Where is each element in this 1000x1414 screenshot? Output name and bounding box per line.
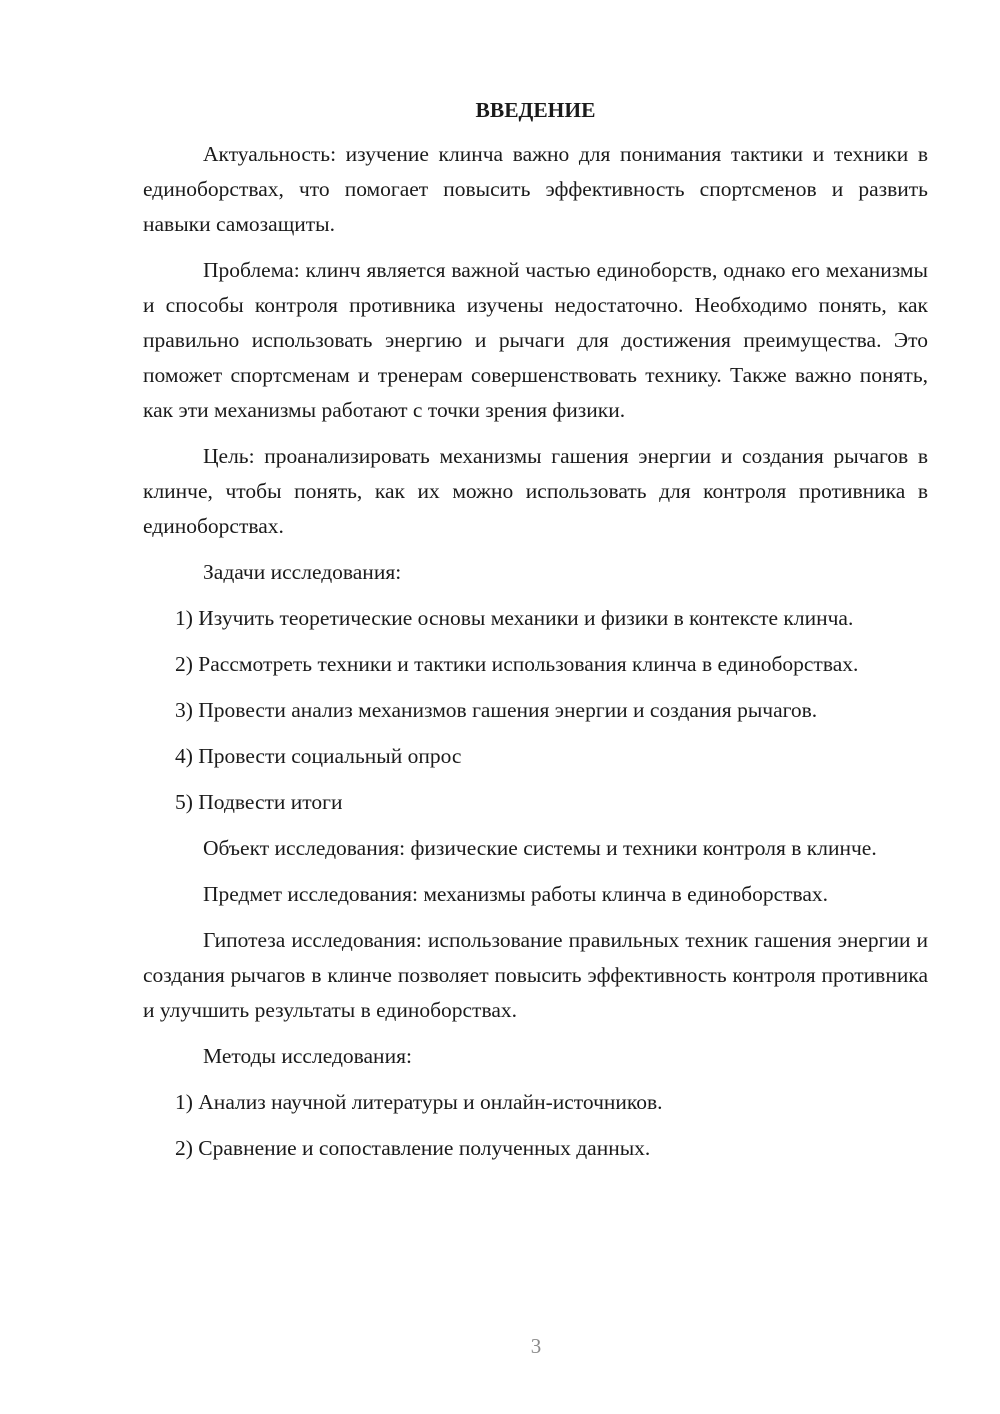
tasks-heading: Задачи исследования:: [203, 560, 402, 584]
subject-paragraph: Предмет исследования: механизмы работы клинча в единоборствах.: [203, 882, 829, 906]
document-page: [143, 95, 928, 1177]
page-number: 3: [530, 1334, 542, 1358]
methods-heading: Методы исследования:: [203, 1044, 412, 1068]
relevance-paragraph: Актуальность: изучение клинча важно для понимания тактики и техники в единоборствах, что помогает повысить эффективность спортсменов и развить навыки самозащиты.: [143, 142, 928, 236]
goal-paragraph: Цель: проанализировать механизмы гашения энергии и создания рычагов в клинче, чтобы понять, как их можно использовать для контроля противника в единоборствах.: [143, 444, 928, 538]
method-item: 2) Сравнение и сопоставление полученных данных.: [175, 1136, 651, 1160]
method-item: 1) Анализ научной литературы и онлайн-источников.: [175, 1090, 663, 1114]
hypothesis-paragraph: Гипотеза исследования: использование правильных техник гашения энергии и создания рычагов в клинче позволяет повысить эффективность контроля противника и улучшить результаты в единоборствах.: [143, 928, 928, 1022]
task-item: 1) Изучить теоретические основы механики и физики в контексте клинча.: [175, 606, 854, 630]
task-item: 3) Провести анализ механизмов гашения энергии и создания рычагов.: [175, 698, 818, 722]
object-paragraph: Объект исследования: физические системы и техники контроля в клинче.: [203, 836, 877, 860]
task-item: 2) Рассмотреть техники и тактики использования клинча в единоборствах.: [175, 652, 859, 676]
problem-paragraph: Проблема: клинч является важной частью единоборств, однако его механизмы и способы контроля противника изучены недостаточно. Необходимо понять, как правильно использовать энергию и рычаги для достижения преимущества. Это поможет спортсменам и тренерам совершенствовать технику. Также важно понять, как эти механизмы работают с точки зрения физики.: [143, 258, 928, 422]
page-title: ВВЕДЕНИЕ: [475, 98, 596, 122]
task-item: 5) Подвести итоги: [175, 790, 343, 814]
task-item: 4) Провести социальный опрос: [175, 744, 462, 768]
